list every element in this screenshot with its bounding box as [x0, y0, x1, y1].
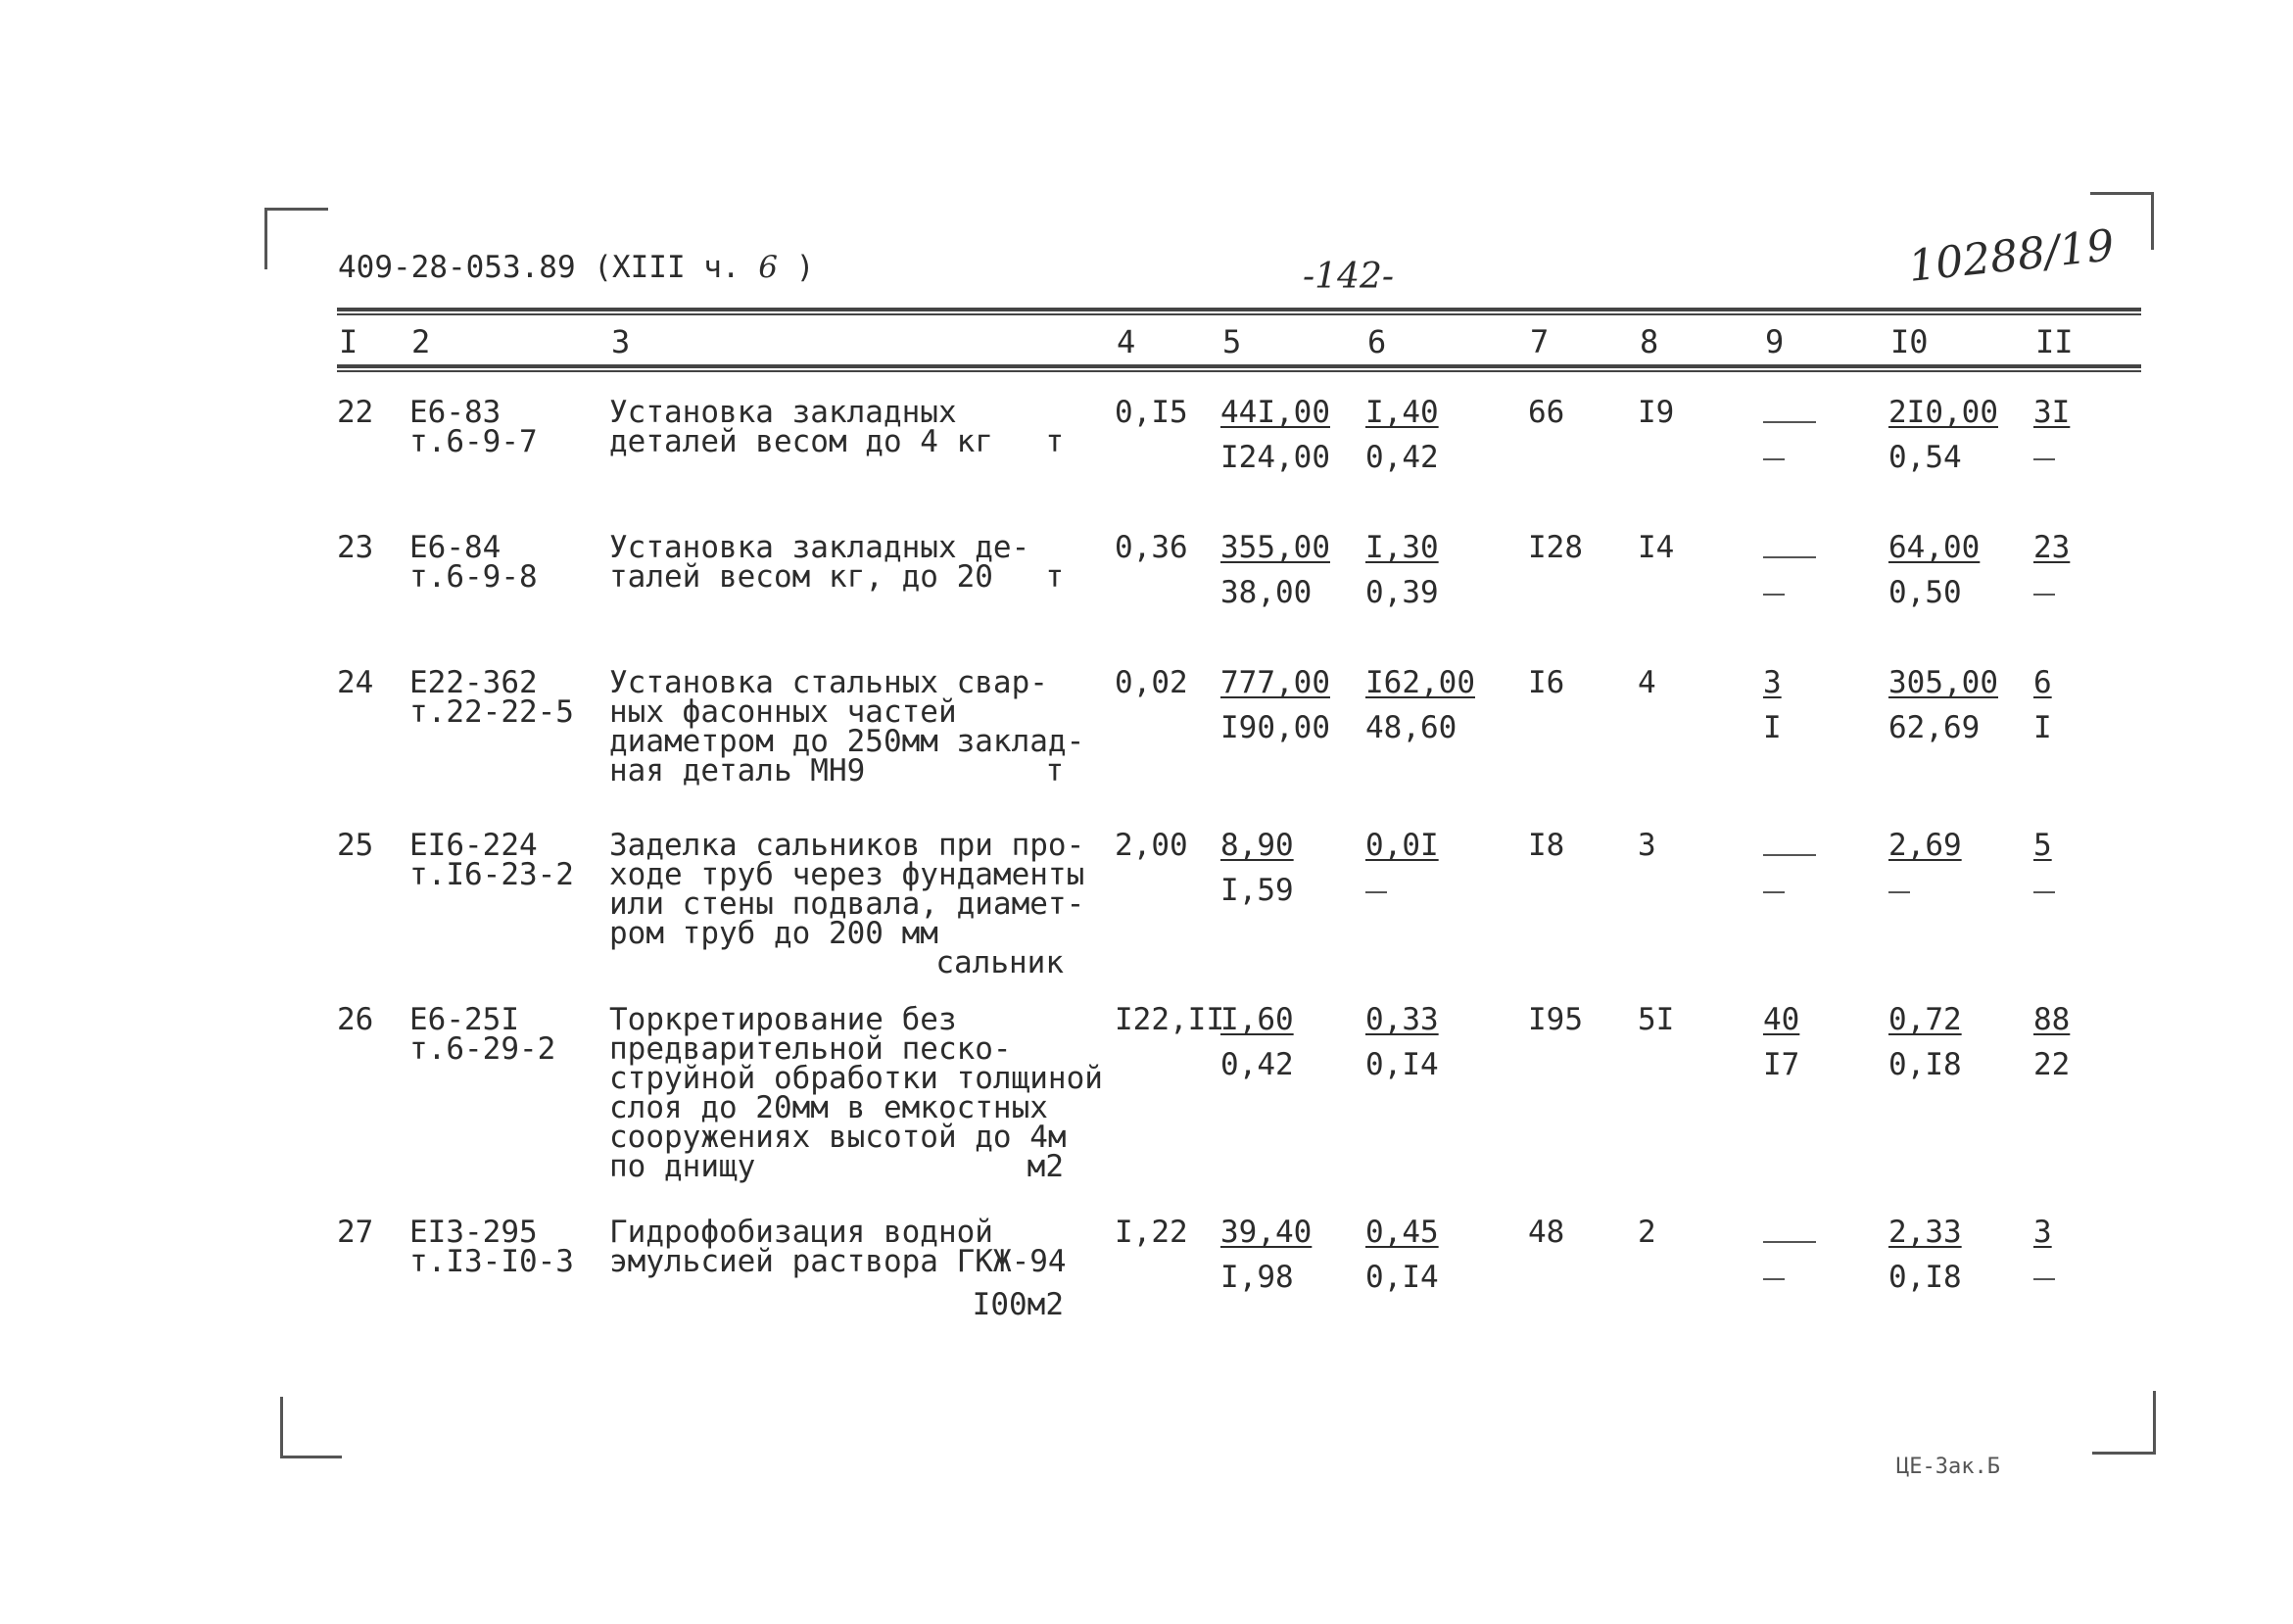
machine-cost: I62,00	[1365, 665, 1475, 700]
unit-cost-total: 39,40	[1220, 1215, 1313, 1250]
norm-code: Е6-84	[409, 530, 502, 565]
work-description-line: по днищу	[609, 1149, 756, 1184]
quantity: 0,I5	[1115, 395, 1188, 430]
machine-total: 40	[1763, 1002, 1800, 1037]
labor-per-unit: 0,72	[1888, 1002, 1962, 1037]
unit-cost-wages: I90,00	[1220, 710, 1330, 745]
work-description-line: Установка закладных де-	[609, 530, 1030, 565]
empty-value-dash	[1763, 421, 1816, 423]
labor-machinists-per-unit: 0,I8	[1888, 1260, 1962, 1295]
norm-code: ЕI6-224	[409, 828, 538, 863]
norm-table-ref: т.I3-I0-3	[409, 1244, 574, 1279]
machine-wages: 0,I4	[1365, 1260, 1439, 1295]
series-close: )	[795, 250, 815, 285]
empty-value-dash	[1763, 1278, 1785, 1280]
work-description-line: ная деталь МН9	[609, 753, 866, 788]
work-description-line: талей весом кг, до 20	[609, 559, 993, 595]
wages-total: 4	[1638, 665, 1656, 700]
work-description-line: диаметром до 250мм заклад-	[609, 724, 1085, 759]
print-stamp: ЦЕ-Зак.Б	[1896, 1455, 2000, 1479]
unit-cost-total: I,60	[1220, 1002, 1294, 1037]
wages-total: I4	[1638, 530, 1675, 565]
corner-mark-bottom-left	[280, 1397, 342, 1458]
unit-cost-total: 44I,00	[1220, 395, 1330, 430]
total-cost: 48	[1528, 1215, 1565, 1250]
unit-of-measure: т	[1045, 424, 1064, 459]
work-description-line: Заделка сальников при про-	[609, 828, 1085, 863]
unit-cost-wages: I,98	[1220, 1260, 1294, 1295]
norm-code: ЕI3-295	[409, 1215, 538, 1250]
total-cost: I95	[1528, 1002, 1583, 1037]
machine-cost: 0,0I	[1365, 828, 1439, 863]
labor-machinists-per-unit: 0,50	[1888, 575, 1962, 610]
column-number: I	[339, 323, 358, 360]
wages-total: I9	[1638, 395, 1675, 430]
labor-total: 23	[2033, 530, 2071, 565]
norm-table-ref: т.6-29-2	[409, 1031, 556, 1067]
labor-total: 5	[2033, 828, 2052, 863]
work-description-line: Гидрофобизация водной	[609, 1215, 993, 1250]
empty-value-dash	[2033, 458, 2055, 460]
labor-machinists-per-unit: 0,54	[1888, 440, 1962, 475]
empty-value-dash	[1763, 891, 1785, 893]
quantity: 0,36	[1115, 530, 1188, 565]
corner-mark-bottom-right	[2092, 1391, 2156, 1455]
empty-value-dash	[1365, 891, 1387, 893]
norm-table-ref: т.6-9-7	[409, 424, 538, 459]
norm-code: Е6-83	[409, 395, 502, 430]
machine-wages: 0,39	[1365, 575, 1439, 610]
unit-cost-wages: 0,42	[1220, 1047, 1294, 1082]
machine-cost: 0,33	[1365, 1002, 1439, 1037]
header-rule	[337, 308, 2141, 311]
labor-per-unit: 305,00	[1888, 665, 1998, 700]
total-cost: I6	[1528, 665, 1565, 700]
labor-total: 3	[2033, 1215, 2052, 1250]
quantity: I,22	[1115, 1215, 1188, 1250]
labor-machinists-total: 22	[2033, 1047, 2071, 1082]
norm-table-ref: т.I6-23-2	[409, 857, 574, 892]
row-number: 22	[337, 395, 374, 430]
work-description-line: Торкретирование без	[609, 1002, 957, 1037]
empty-value-dash	[1763, 1241, 1816, 1243]
machine-cost: 0,45	[1365, 1215, 1439, 1250]
row-number: 26	[337, 1002, 374, 1037]
labor-machinists-per-unit: 62,69	[1888, 710, 1981, 745]
machine-wages: 0,I4	[1365, 1047, 1439, 1082]
total-cost: I8	[1528, 828, 1565, 863]
header-rule	[337, 370, 2141, 372]
norm-table-ref: т.6-9-8	[409, 559, 538, 595]
empty-value-dash	[1763, 458, 1785, 460]
unit-cost-total: 355,00	[1220, 530, 1330, 565]
total-cost: I28	[1528, 530, 1583, 565]
row-number: 27	[337, 1215, 374, 1250]
labor-per-unit: 2I0,00	[1888, 395, 1998, 430]
norm-code: Е6-25I	[409, 1002, 519, 1037]
labor-per-unit: 64,00	[1888, 530, 1981, 565]
column-number: 8	[1640, 323, 1659, 360]
work-description-line: слоя до 20мм в емкостных	[609, 1090, 1048, 1125]
series-code: 409-28-053.89 (XIII ч.	[338, 250, 740, 285]
column-number: 2	[411, 323, 431, 360]
corner-mark-top-left	[264, 208, 328, 269]
norm-code: Е22-362	[409, 665, 538, 700]
machine-cost: I,30	[1365, 530, 1439, 565]
empty-value-dash	[1763, 594, 1785, 596]
work-description-line: предварительной песко-	[609, 1031, 1012, 1067]
norm-table-ref: т.22-22-5	[409, 694, 574, 730]
header-rule	[337, 364, 2141, 368]
column-number: II	[2035, 323, 2074, 360]
handwritten-number: 10288/19	[1905, 220, 2117, 292]
column-number: 7	[1530, 323, 1550, 360]
wages-total: 5I	[1638, 1002, 1675, 1037]
column-number: 5	[1222, 323, 1242, 360]
total-cost: 66	[1528, 395, 1565, 430]
row-number: 23	[337, 530, 374, 565]
unit-of-measure: сальник	[935, 945, 1064, 980]
unit-of-measure: I00м2	[972, 1287, 1064, 1322]
machine-wages: 48,60	[1365, 710, 1457, 745]
empty-value-dash	[2033, 1278, 2055, 1280]
unit-cost-total: 777,00	[1220, 665, 1330, 700]
unit-of-measure: т	[1045, 753, 1064, 788]
unit-cost-wages: 38,00	[1220, 575, 1313, 610]
page-number: -142-	[1303, 257, 1395, 297]
labor-machinists-per-unit: 0,I8	[1888, 1047, 1962, 1082]
wages-total: 3	[1638, 828, 1656, 863]
machine-wages-total: I7	[1763, 1047, 1800, 1082]
labor-total: 6	[2033, 665, 2052, 700]
labor-total: 88	[2033, 1002, 2071, 1037]
labor-machinists-total: I	[2033, 710, 2052, 745]
unit-of-measure: м2	[1027, 1149, 1064, 1184]
header-rule	[337, 313, 2141, 315]
quantity: 2,00	[1115, 828, 1188, 863]
column-number: I0	[1890, 323, 1929, 360]
unit-of-measure: т	[1045, 559, 1064, 595]
empty-value-dash	[1763, 854, 1816, 856]
work-description-line: Установка закладных	[609, 395, 957, 430]
empty-value-dash	[1888, 891, 1910, 893]
work-description-line: струйной обработки толщиной	[609, 1061, 1103, 1096]
empty-value-dash	[1763, 556, 1816, 558]
machine-total: 3	[1763, 665, 1782, 700]
column-number: 3	[611, 323, 631, 360]
unit-cost-wages: I,59	[1220, 873, 1294, 908]
wages-total: 2	[1638, 1215, 1656, 1250]
work-description-line: сооружениях высотой до 4м	[609, 1120, 1067, 1155]
column-number: 6	[1367, 323, 1387, 360]
work-description-line: ром труб до 200 мм	[609, 916, 938, 951]
quantity: I22,II	[1115, 1002, 1224, 1037]
series-part-handwritten: 6	[758, 250, 779, 285]
unit-cost-wages: I24,00	[1220, 440, 1330, 475]
column-number: 9	[1765, 323, 1785, 360]
work-description-line: Установка стальных свар-	[609, 665, 1048, 700]
row-number: 24	[337, 665, 374, 700]
unit-cost-total: 8,90	[1220, 828, 1294, 863]
work-description-line: или стены подвала, диамет-	[609, 886, 1085, 922]
work-description-line: ных фасонных частей	[609, 694, 957, 730]
work-description-line: эмульсией раствора ГКЖ-94	[609, 1244, 1067, 1279]
empty-value-dash	[2033, 594, 2055, 596]
machine-wages-total: I	[1763, 710, 1782, 745]
labor-per-unit: 2,69	[1888, 828, 1962, 863]
machine-cost: I,40	[1365, 395, 1439, 430]
row-number: 25	[337, 828, 374, 863]
work-description-line: ходе труб через фундаменты	[609, 857, 1085, 892]
machine-wages: 0,42	[1365, 440, 1439, 475]
document-series	[338, 250, 814, 285]
labor-per-unit: 2,33	[1888, 1215, 1962, 1250]
labor-total: 3I	[2033, 395, 2071, 430]
empty-value-dash	[2033, 891, 2055, 893]
quantity: 0,02	[1115, 665, 1188, 700]
column-number: 4	[1117, 323, 1136, 360]
work-description-line: деталей весом до 4 кг	[609, 424, 993, 459]
